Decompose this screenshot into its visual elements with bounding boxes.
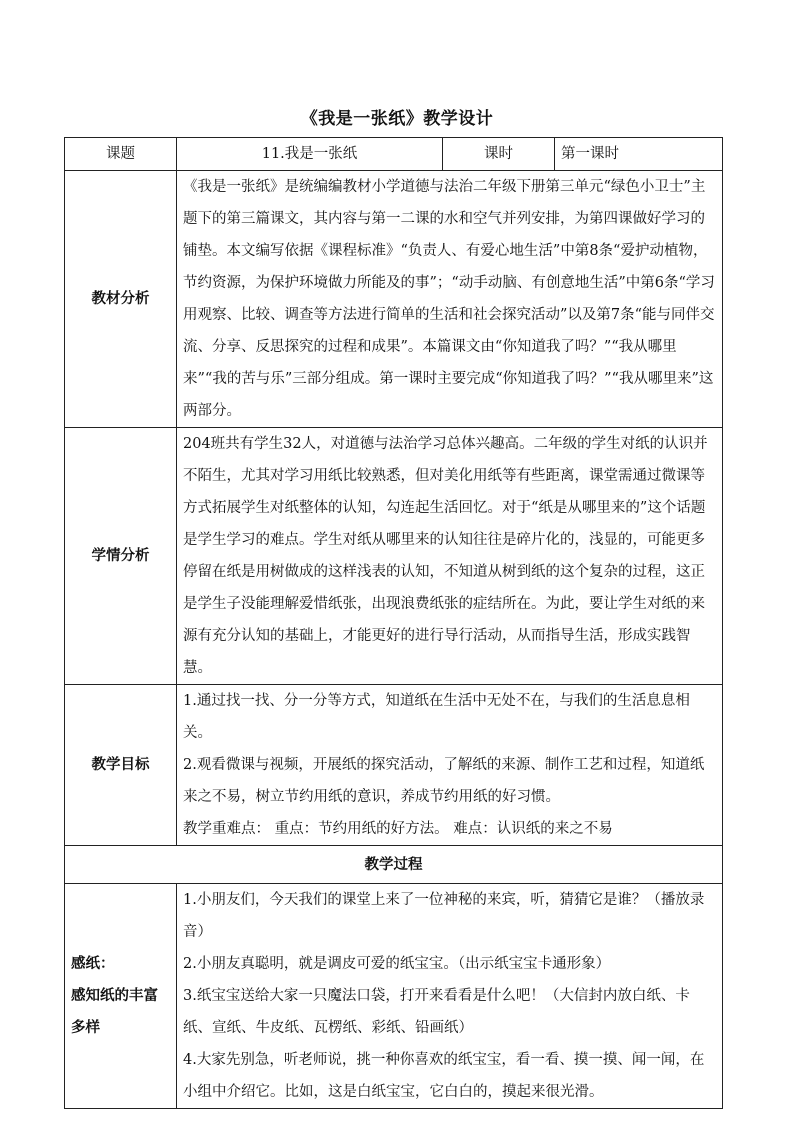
objectives-row	[65, 685, 723, 846]
step-item: 4.大家先别急，听老师说，挑一种你喜欢的纸宝宝，看一看、摸一摸、闻一闻，在小组中介绍它。比如，这是白纸宝宝，它白白的，摸起来很光滑。	[183, 1052, 705, 1100]
process-stage-row	[65, 884, 723, 1109]
stage-title: 感纸：	[71, 955, 115, 972]
objectives-label: 教学目标	[65, 685, 177, 846]
topic-label: 课题	[65, 138, 177, 171]
step-item: 3.纸宝宝送给大家一只魔法口袋，打开来看看是什么吧！（大信封内放白纸、卡纸、宣纸、牛皮纸、瓦楞纸、彩纸、铅画纸）	[183, 988, 690, 1036]
lesson-label: 课时	[443, 138, 555, 171]
stage-subtitle: 感知纸的丰富多样	[71, 987, 158, 1036]
material-analysis-row	[65, 171, 723, 428]
student-analysis-row	[65, 428, 723, 685]
topic-value: 11.我是一张纸	[177, 138, 443, 171]
lesson-plan-table	[64, 137, 723, 1109]
lesson-value: 第一课时	[555, 138, 723, 171]
document-title: 《我是一张纸》教学设计	[300, 109, 494, 129]
step-item: 1.小朋友们，今天我们的课堂上来了一位神秘的来宾，听，猜猜它是谁？（播放录音）	[183, 892, 705, 940]
process-heading: 教学过程	[65, 846, 723, 884]
objective-item-2: 2.观看微课与视频，开展纸的探究活动，了解纸的来源、制作工艺和过程，知道纸来之不易，树立节约用纸的意识，养成节约用纸的好习惯。	[183, 757, 705, 805]
step-item: 2.小朋友真聪明，就是调皮可爱的纸宝宝。（出示纸宝宝卡通形象）	[183, 956, 611, 972]
stage-label	[65, 884, 177, 1109]
objective-item-1: 1.通过找一找、分一分等方式，知道纸在生活中无处不在，与我们的生活息息相关。	[183, 693, 690, 741]
process-heading-row	[65, 846, 723, 884]
stage-steps	[177, 884, 723, 1109]
key-points: 教学重难点： 重点：节约用纸的好方法。 难点：认识纸的来之不易	[183, 821, 613, 837]
material-analysis-label: 教材分析	[65, 171, 177, 428]
student-analysis-label: 学情分析	[65, 428, 177, 685]
objectives-content	[177, 685, 723, 846]
header-row	[65, 138, 723, 171]
material-analysis-text: 《我是一张纸》是统编编教材小学道德与法治二年级下册第三单元“绿色小卫士”主题下的第三篇课文，其内容与第一二课的水和空气并列安排，为第四课做好学习的铺垫。本文编写依据《课程标准》“负责人、有爱心地生活”中第8条“爱护动植物，节约资源，为保护环境做力所能及的事”；“动手动脑、有创意地生活”中第6条“学习用观察、比较、调查等方法进行简单的生活和社会探究活动”以及第7条“能与同伴交流、分享、反思探究的过程和成果”。本篇课文由“你知道我了吗？”“我从哪里来”“我的苦与乐”三部分组成。第一课时主要完成“你知道我了吗？”“我从哪里来”这两部分。	[177, 171, 723, 428]
student-analysis-text: 204班共有学生32人，对道德与法治学习总体兴趣高。二年级的学生对纸的认识并不陌生，尤其对学习用纸比较熟悉，但对美化用纸等有些距离，课堂需通过微课等方式拓展学生对纸整体的认知，勾连起生活回忆。对于“纸是从哪里来的”这个话题是学生学习的难点。学生对纸从哪里来的认知往往是碎片化的，浅显的，可能更多停留在纸是用树做成的这样浅表的认知，不知道从树到纸的这个复杂的过程，这正是学生子没能理解爱惜纸张，出现浪费纸张的症结所在。为此，要让学生对纸的来源有充分认知的基础上，才能更好的进行导行活动，从而指导生活，形成实践智慧。	[177, 428, 723, 685]
